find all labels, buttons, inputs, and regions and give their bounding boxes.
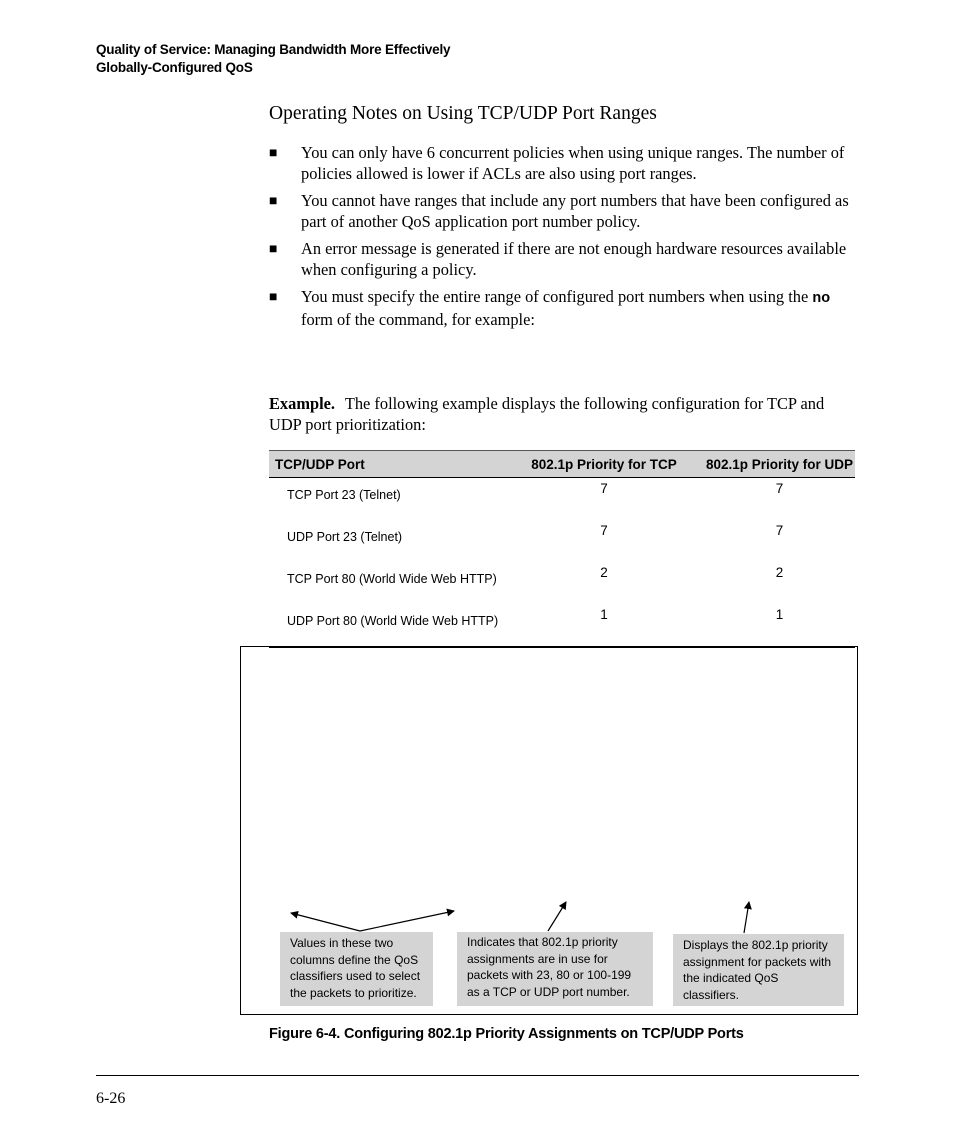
- bullet-text: You cannot have ranges that include any port numbers that have been configured as part of another QoS application port number policy.: [301, 191, 849, 231]
- inline-code-no: no: [812, 290, 831, 306]
- column-header-udp-priority: 802.1p Priority for UDP: [704, 451, 855, 478]
- column-header-port: TCP/UDP Port: [269, 451, 504, 478]
- port-cell: TCP Port 80 (World Wide Web HTTP): [287, 572, 497, 586]
- column-header-tcp-priority: 802.1p Priority for TCP: [504, 451, 704, 478]
- figure-caption: Figure 6-4. Configuring 802.1p Priority Assignments on TCP/UDP Ports: [269, 1026, 744, 1042]
- bullet-square-icon: ■: [269, 146, 278, 161]
- port-cell: UDP Port 23 (Telnet): [287, 530, 403, 544]
- section-title: Operating Notes on Using TCP/UDP Port Ranges: [269, 103, 657, 124]
- bullet-square-icon: ■: [269, 194, 278, 209]
- example-label: Example.: [269, 394, 336, 413]
- example-text: The following example displays the following configuration for TCP and UDP port prioritization:: [269, 394, 825, 434]
- bullet-text-after-code: form of the command, for example:: [301, 310, 535, 329]
- operating-notes-list: [269, 142, 859, 336]
- bullet-text: An error message is generated if there are not enough hardware resources available when configuring a policy.: [301, 239, 847, 279]
- port-cell: TCP Port 23 (Telnet): [287, 488, 401, 502]
- port-priority-table: [269, 450, 855, 648]
- table-row: [269, 562, 855, 604]
- callout-classifier-columns: Values in these two columns define the QoS classifiers used to select the packets to prioritize.: [280, 932, 433, 1006]
- list-item: [269, 286, 859, 330]
- udp-priority-cell: 7: [775, 481, 784, 496]
- running-header-title: Quality of Service: Managing Bandwidth More Effectively: [96, 42, 451, 57]
- example-paragraph: [269, 393, 859, 435]
- running-header-subtitle: Globally-Configured QoS: [96, 60, 253, 75]
- callout-priority-in-use: Indicates that 802.1p priority assignments are in use for packets with 23, 80 or 100-199 as a TCP or UDP port number.: [457, 932, 653, 1006]
- tcp-priority-cell: 2: [600, 565, 608, 580]
- udp-priority-cell: 7: [775, 523, 784, 538]
- callout-priority-assignment: Displays the 802.1p priority assignment for packets with the indicated QoS classifiers.: [673, 934, 844, 1006]
- udp-priority-cell: 1: [704, 604, 855, 648]
- tcp-priority-cell: 1: [504, 604, 704, 648]
- list-item: [269, 142, 859, 184]
- list-item: [269, 238, 859, 280]
- bullet-text-before-code: You must specify the entire range of configured port numbers when using the: [301, 287, 813, 306]
- footer-divider: [96, 1075, 859, 1076]
- udp-priority-cell: 2: [775, 565, 784, 580]
- port-cell: UDP Port 80 (World Wide Web HTTP): [269, 604, 504, 648]
- list-item: [269, 190, 859, 232]
- tcp-priority-cell: 7: [600, 523, 608, 538]
- bullet-square-icon: ■: [269, 290, 278, 305]
- page-number: 6-26: [96, 1090, 126, 1107]
- table-header-row: [269, 451, 855, 478]
- bullet-square-icon: ■: [269, 242, 278, 257]
- table-row: [269, 478, 855, 521]
- table-row: [269, 520, 855, 562]
- tcp-priority-cell: 7: [600, 481, 608, 496]
- table-row: [269, 604, 855, 648]
- bullet-text: You can only have 6 concurrent policies when using unique ranges. The number of policies allowed is lower if ACLs are also using port ranges.: [301, 143, 845, 183]
